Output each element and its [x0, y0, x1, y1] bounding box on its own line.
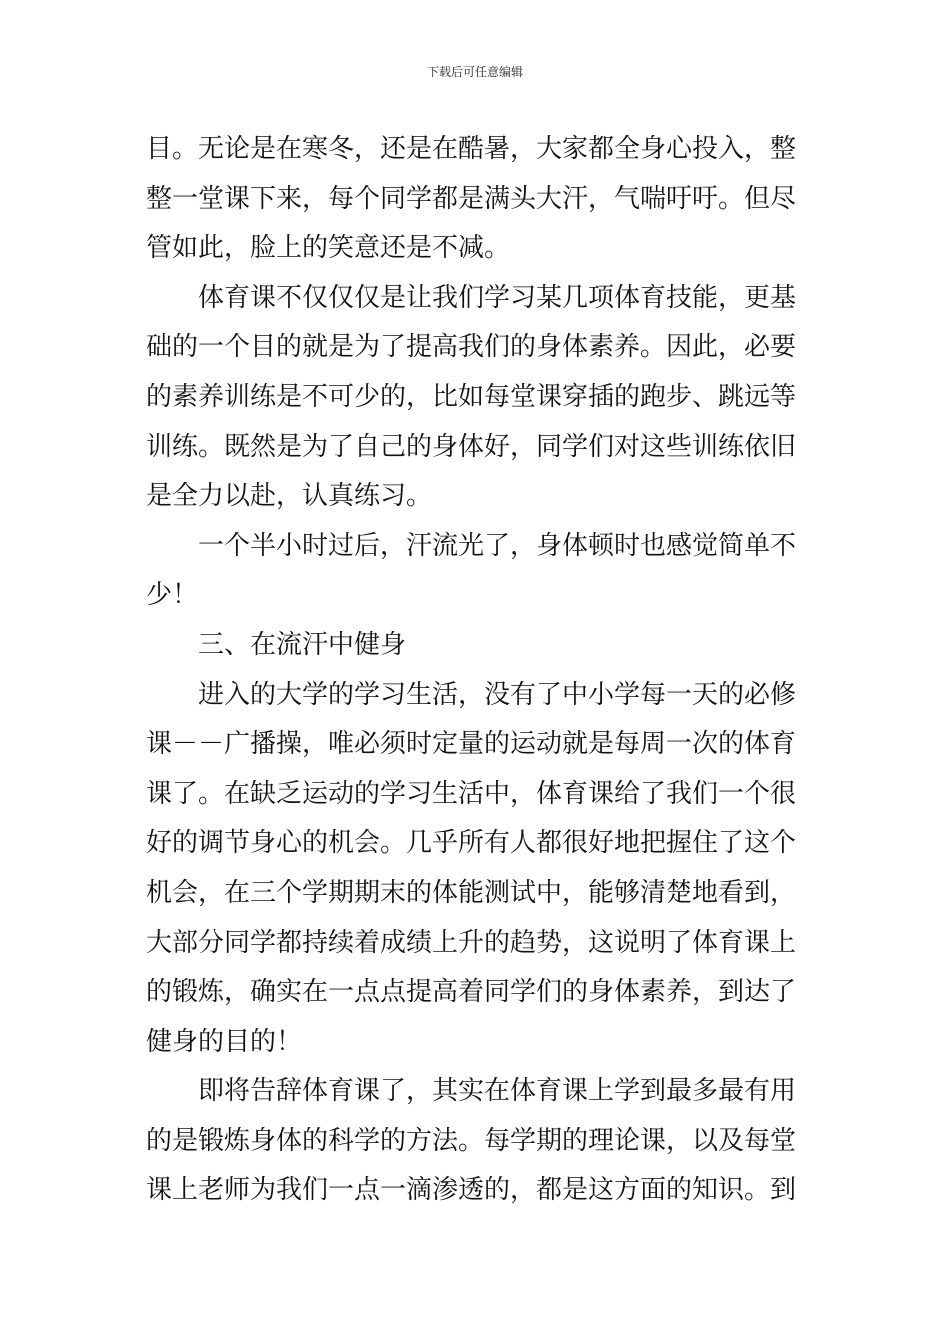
- text-line-21: 的是锻炼身体的科学的方法。每学期的理论课，以及每堂: [146, 1125, 797, 1156]
- text-line-5: 础的一个目的就是为了提高我们的身体素养。因此，必要: [146, 332, 797, 363]
- document-body: [146, 125, 806, 1216]
- text-line-1: 目。无论是在寒冬，还是在酷暑，大家都全身心投入，整: [146, 134, 797, 164]
- section-heading: 三、在流汗中健身: [198, 629, 407, 660]
- text-line-17: 大部分同学都持续着成绩上升的趋势，这说明了体育课上: [146, 927, 797, 958]
- text-line-15: 好的调节身心的机会。几乎所有人都很好地把握住了这个: [146, 828, 797, 859]
- text-line-19: 健身的目的！: [146, 1026, 303, 1057]
- text-line-14: 课了。在缺乏运动的学习生活中，体育课给了我们一个很: [146, 778, 797, 809]
- text-line-8: 是全力以赴，认真练习。: [146, 481, 433, 512]
- text-line-16: 机会，在三个学期期末的体能测试中，能够清楚地看到，: [146, 877, 797, 908]
- text-line-2: 整一堂课下来，每个同学都是满头大汗，气喘吁吁。但尽: [146, 183, 797, 214]
- page-header: 下载后可任意编辑: [426, 65, 523, 79]
- text-line-18: 的锻炼，确实在一点点提高着同学们的身体素养，到达了: [146, 977, 797, 1008]
- text-line-4: 体育课不仅仅仅是让我们学习某几项体育技能，更基: [198, 282, 797, 313]
- text-line-6: 的素养训练是不可少的，比如每堂课穿插的跑步、跳远等: [146, 381, 797, 412]
- text-line-7: 训练。既然是为了自己的身体好，同学们对这些训练依旧: [146, 431, 797, 462]
- text-line-3: 管如此，脸上的笑意还是不减。: [146, 233, 511, 264]
- text-line-13: 课－－广播操，唯必须时定量的运动就是每周一次的体育: [146, 729, 797, 760]
- text-line-20: 即将告辞体育课了，其实在体育课上学到最多最有用: [198, 1076, 797, 1107]
- text-line-9: 一个半小时过后，汗流光了，身体顿时也感觉简单不: [198, 530, 797, 561]
- text-line-22: 课上老师为我们一点一滴渗透的，都是这方面的知识。到: [146, 1175, 797, 1206]
- text-line-12: 进入的大学的学习生活，没有了中小学每一天的必修: [198, 679, 797, 710]
- text-line-10: 少！: [146, 580, 199, 611]
